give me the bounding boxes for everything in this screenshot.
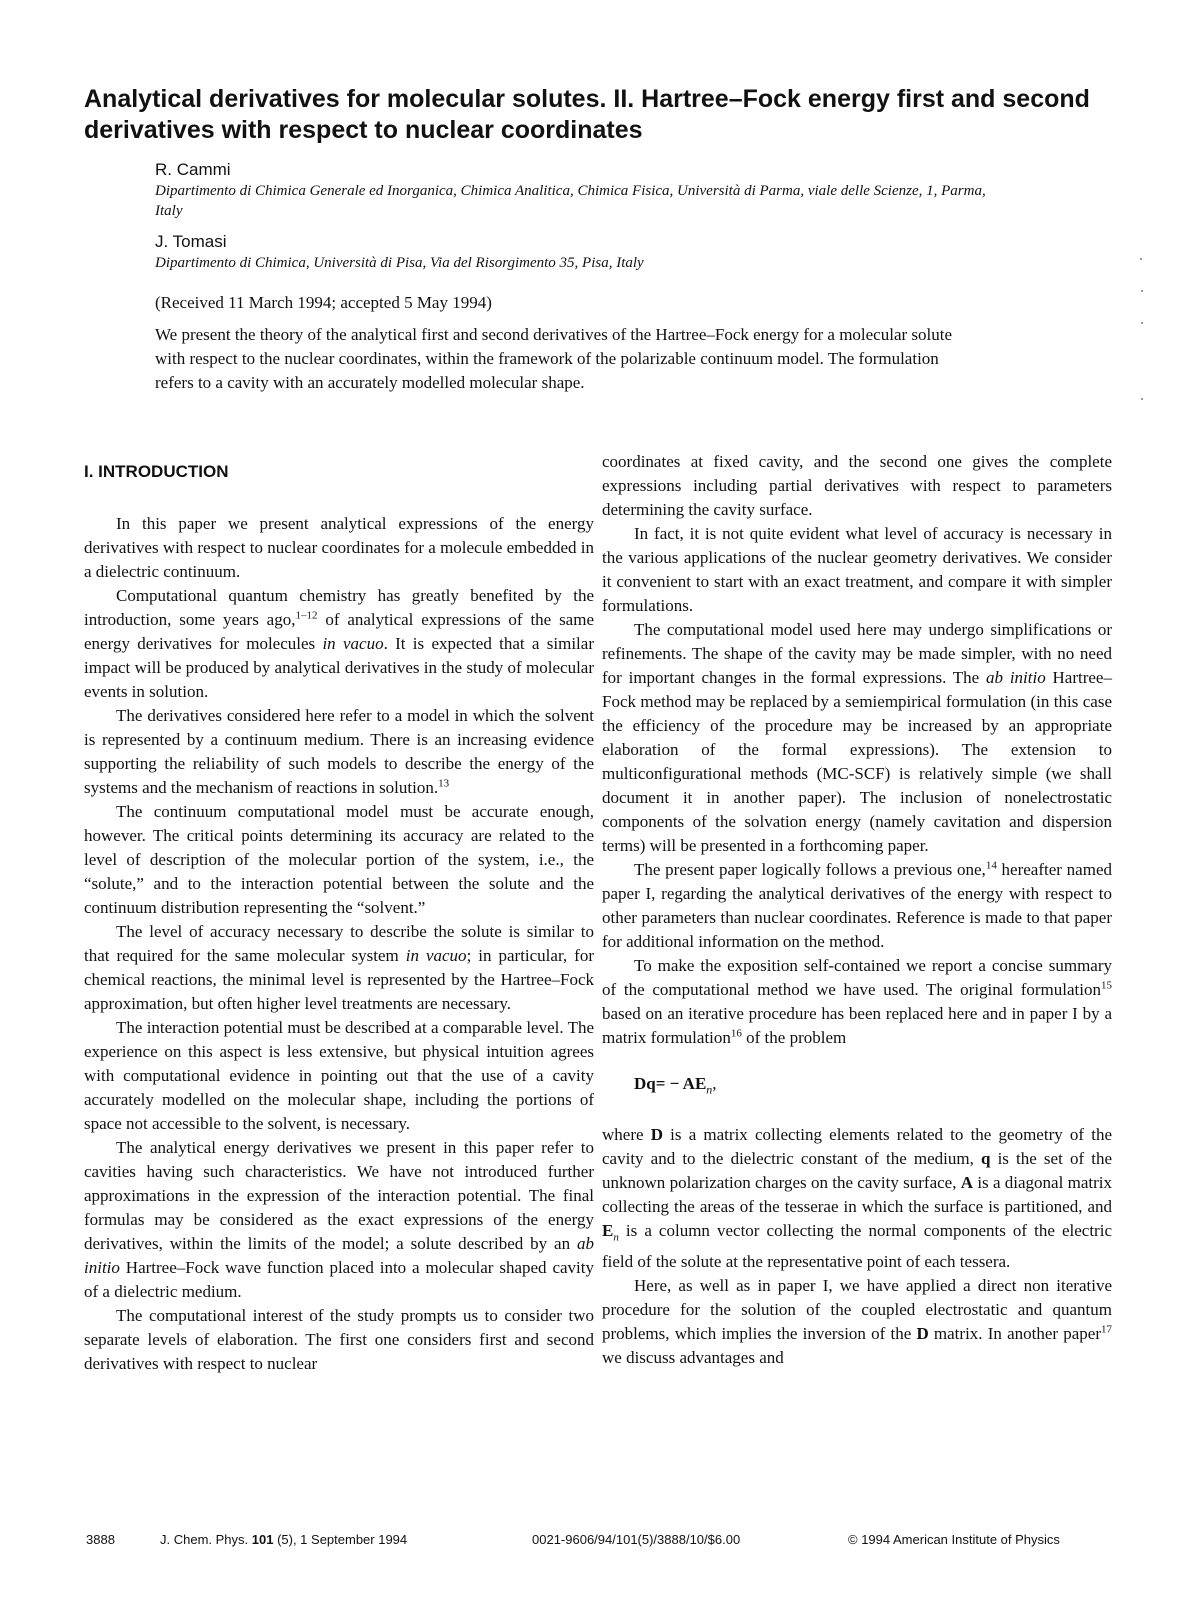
- author-name: R. Cammi: [155, 160, 231, 179]
- right-column: [602, 450, 1112, 1370]
- paragraph: The computational model used here may undergo simplifications or refinements. The shape of the cavity may be made simpler, with no need for important changes in the formal expressions. The ab initio Hartree–Fock method may be replaced by a semiempirical formulation (in this case the efficiency of the procedure may be increased by an appropriate elaboration of the formal expressions). The extension to multiconfigurational methods (MC-SCF) is relatively simple (we shall document it in another paper). The inclusion of nonelectrostatic components of the solvation energy (namely cavitation and dispersion terms) will be presented in a forthcoming paper.: [602, 620, 1112, 855]
- paragraph: Here, as well as in paper I, we have applied a direct non iterative procedure for the solution of the coupled electrostatic and quantum problems, which implies the inversion of the D matrix. In another paper$^{17}$ we discuss advantages and: [602, 1275, 1112, 1367]
- copyright: © 1994 American Institute of Physics: [848, 1532, 1060, 1547]
- paragraph: To make the exposition self-contained we report a concise summary of the computational method we have used. The original formulation$^{15}$ based on an iterative procedure has been replaced here and in paper I by a matrix formulation$^{16}$ of the problem: [602, 956, 1112, 1047]
- citation: 15: [1101, 979, 1112, 992]
- article-code: 0021-9606/94/101(5)/3888/10/$6.00: [532, 1532, 741, 1547]
- citation: 14: [985, 859, 997, 872]
- scan-speck: [1141, 322, 1143, 324]
- paragraph: The computational interest of the study prompts us to consider two separate levels of elaboration. The first one considers first and second derivatives with respect to nuclear: [84, 1306, 594, 1373]
- paragraph: The continuum computational model must be accurate enough, however. The critical points determining its accuracy are related to the level of description of the molecular portion of the system, i.e., the “solute,” and to the interaction potential between the solute and the continuum distribution representing the “solvent.”: [84, 802, 594, 917]
- author-name: J. Tomasi: [155, 232, 227, 251]
- journal-citation: J. Chem. Phys. 101 (5), 1 September 1994: [160, 1532, 408, 1547]
- received-dates: (Received 11 March 1994; accepted 5 May 1994): [155, 293, 492, 312]
- equation: $Dq= - AE_n$,: [634, 1074, 717, 1097]
- scan-speck: [1140, 258, 1142, 260]
- section-heading: I. INTRODUCTION: [84, 462, 229, 481]
- author-affiliation: Dipartimento di Chimica Generale ed Inorganica, Chimica Analitica, Chimica Fisica, Università di Parma, viale delle Scienze, 1, Parma, Italy: [155, 183, 986, 219]
- paragraph: coordinates at fixed cavity, and the second one gives the complete expressions including partial derivatives with respect to parameters determining the cavity surface.: [602, 452, 1112, 519]
- paragraph: The derivatives considered here refer to a model in which the solvent is represented by a continuum medium. There is an increasing evidence supporting the reliability of such models to describe the energy of the systems and the mechanism of reactions in solution.$^{13}$: [84, 706, 594, 797]
- scan-speck: [1141, 290, 1143, 292]
- paragraph: Computational quantum chemistry has greatly benefited by the introduction, some years ago,$^{1-12}$ of analytical expressions of the same energy derivatives for molecules in vacuo. It is expected that a similar impact will be produced by analytical derivatives in the study of molecular events in solution.: [84, 586, 595, 701]
- author-affiliation: Dipartimento di Chimica, Università di Pisa, Via del Risorgimento 35, Pisa, Italy: [155, 255, 644, 271]
- left-column: [84, 460, 594, 1376]
- page-number: 3888: [86, 1532, 115, 1547]
- scan-speck: [1141, 398, 1143, 400]
- paragraph: The interaction potential must be described at a comparable level. The experience on this aspect is less extensive, but physical intuition agrees with computational evidence in pointing out that the use of a cavity accurately modelled on the molecular shape, including the portions of space not accessible to the solvent, is necessary.: [84, 1018, 594, 1133]
- citation: 13: [438, 777, 450, 790]
- citation: 16: [730, 1027, 742, 1040]
- abstract: We present the theory of the analytical first and second derivatives of the Hartree–Fock energy for a molecular solute with respect to the nuclear coordinates, within the framework of the polarizable continuum model. The formulation refers to a cavity with an accurately modelled molecular shape.: [155, 325, 953, 392]
- paragraph: where D is a matrix collecting elements related to the geometry of the cavity and to the dielectric constant of the medium, q is the set of the unknown polarization charges on the cavity surface, A is a diagonal matrix collecting the areas of the tesserae in which the surface is partitioned, and $E_n$ is a column vector collecting the normal components of the electric field of the solute at the representative point of each tessera.: [602, 1125, 1113, 1271]
- citation: 17: [1101, 1323, 1112, 1336]
- citation: 1–12: [295, 609, 318, 622]
- paper-title: Analytical derivatives for molecular solutes. II. Hartree–Fock energy first and second derivatives with respect to nuclear coordinates: [84, 85, 1090, 144]
- paragraph: In fact, it is not quite evident what level of accuracy is necessary in the various applications of the nuclear geometry derivatives. We consider it convenient to start with an exact treatment, and compare it with simpler formulations.: [602, 524, 1112, 615]
- paragraph: The present paper logically follows a previous one,$^{14}$ hereafter named paper I, regarding the analytical derivatives of the energy with respect to other parameters than nuclear coordinates. Reference is made to that paper for additional information on the method.: [602, 859, 1112, 951]
- paragraph: In this paper we present analytical expressions of the energy derivatives with respect to nuclear coordinates for a molecule embedded in a dielectric continuum.: [84, 514, 594, 581]
- paragraph: The analytical energy derivatives we present in this paper refer to cavities having such characteristics. We have not introduced further approximations in the expression of the interaction potential. The final formulas may be considered as the exact expressions of the energy derivatives, within the limits of the model; a solute described by an ab initio Hartree–Fock wave function placed into a molecular shaped cavity of a dielectric medium.: [84, 1138, 594, 1301]
- paragraph: The level of accuracy necessary to describe the solute is similar to that required for the same molecular system in vacuo; in particular, for chemical reactions, the minimal level is represented by the Hartree–Fock approximation, but often higher level treatments are necessary.: [84, 922, 594, 1013]
